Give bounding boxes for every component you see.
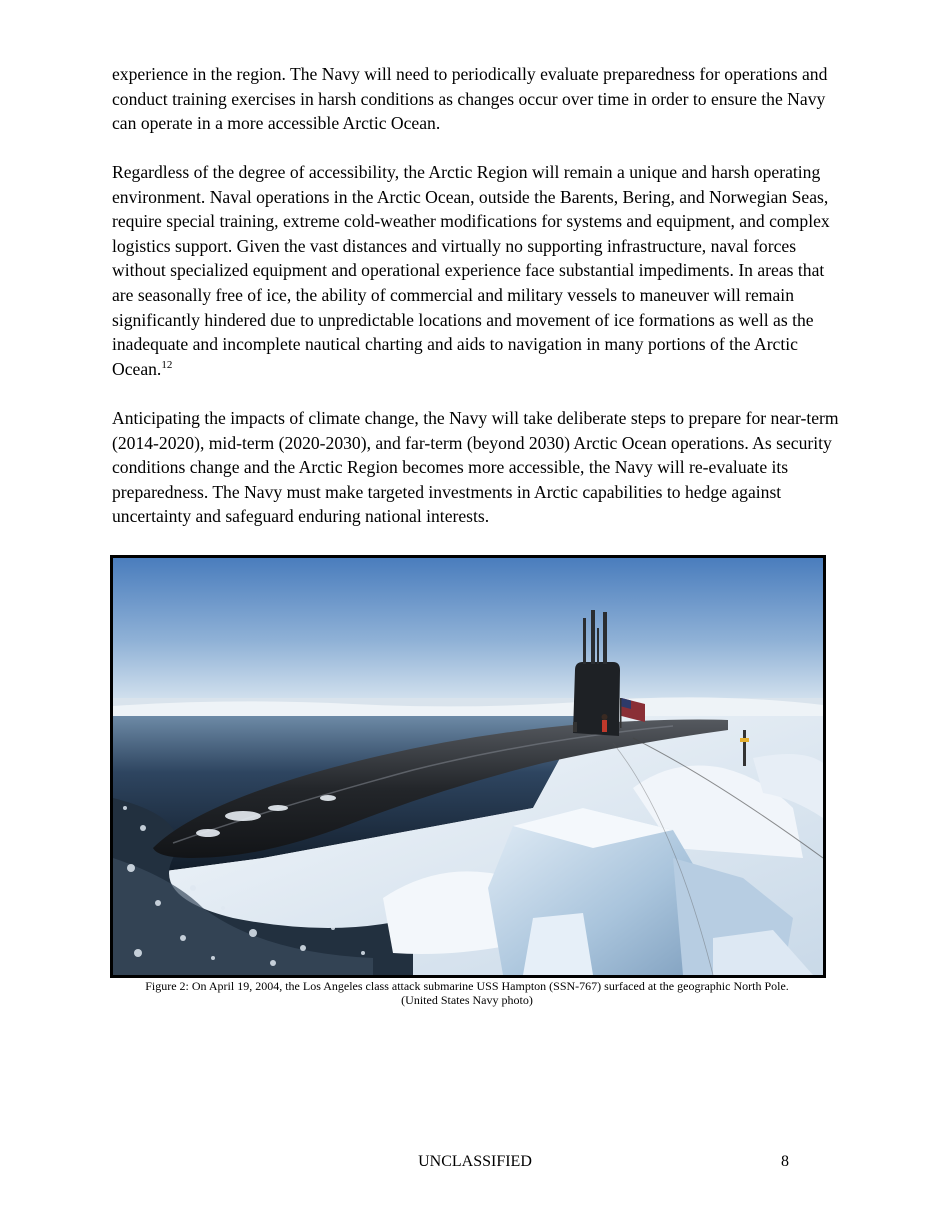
submarine-photo: [113, 558, 823, 975]
figure-caption-line-2: (United States Navy photo): [401, 993, 533, 1007]
body-paragraph-3: Anticipating the impacts of climate change, the Navy will take deliberate steps to prepare for near-term (2014-2020), mid-term (2020-2030), and far-term (beyond 2030) Arctic Ocean operations. As security conditions change and the Arctic Region becomes more accessible, the Navy will re-evaluate its preparedness. The Navy must make targeted investments in Arctic capabilities to hedge against uncertainty and safeguard enduring national interests.: [112, 408, 839, 527]
footnote-reference: 12: [161, 358, 173, 371]
figure-photo-frame: [110, 555, 826, 978]
classification-marking: UNCLASSIFIED: [418, 1153, 532, 1170]
body-paragraph-2: [112, 160, 840, 381]
page-number: 8: [781, 1153, 789, 1170]
body-paragraph-2-text: Regardless of the degree of accessibility, the Arctic Region will remain a unique and harsh operating environment. Naval operations in the Arctic Ocean, outside the Barents, Bering, and Norwegian Seas, require special training, extreme cold-weather modifications for systems and equipment, and complex logistics support. Given the vast distances and virtually no supporting infrastructure, naval forces without specialized equipment and operational experience face substantial impediments. In areas that are seasonally free of ice, the ability of commercial and military vessels to maneuver will remain significantly hindered due to unpredictable locations and movement of ice formations as well as the inadequate and incomplete nautical charting and aids to navigation in many portions of the Arctic Ocean.: [112, 162, 830, 379]
body-paragraph-1: experience in the region. The Navy will need to periodically evaluate preparedness for operations and conduct training exercises in harsh conditions as changes occur over time in order to ensure the Navy can operate in a more accessible Arctic Ocean.: [112, 64, 828, 134]
figure-caption-line-1: Figure 2: On April 19, 2004, the Los Angeles class attack submarine USS Hampton (SSN-767) surfaced at the geographic North Pole.: [145, 979, 789, 993]
figure-caption: [112, 979, 822, 1007]
